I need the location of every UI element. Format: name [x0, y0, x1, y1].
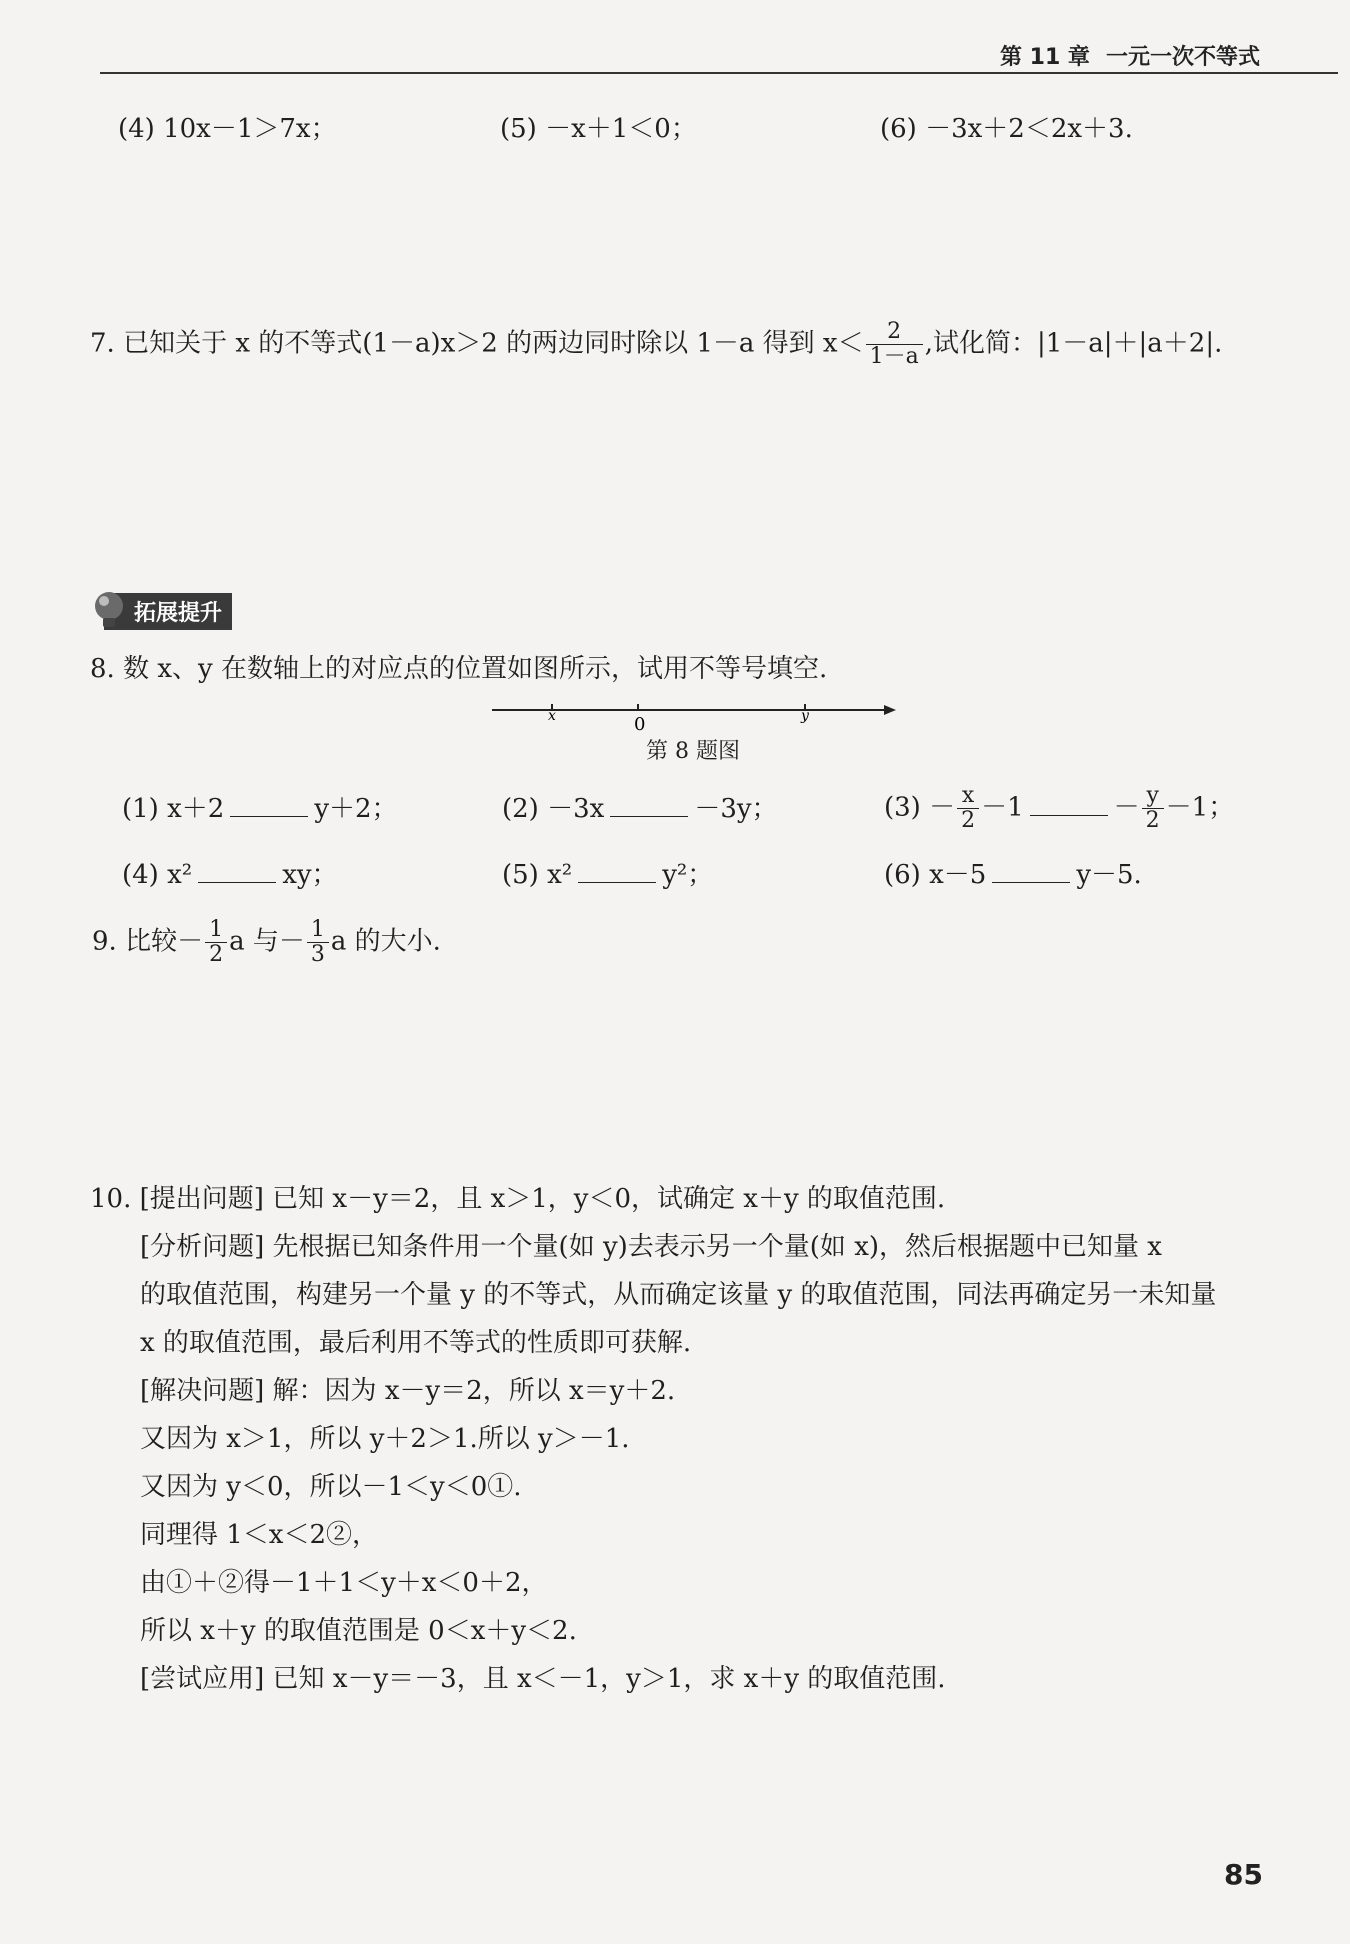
q10-line: 由①＋②得－1＋1＜y＋x＜0＋2，: [140, 1568, 548, 1598]
q10-line: 的取值范围，构建另一个量 y 的不等式，从而确定该量 y 的取值范围，同法再确定另一未知量: [140, 1280, 1217, 1310]
chapter-number: 第 11 章: [1000, 45, 1090, 70]
q8-3-mid: －1: [981, 792, 1024, 823]
q8-item-1: [122, 792, 398, 826]
q10-line: [尝试应用] 已知 x－y＝－3，且 x＜－1，y＞1，求 x＋y 的取值范围.: [140, 1664, 946, 1694]
answer-blank[interactable]: [578, 860, 656, 883]
frac-den: 2: [961, 808, 976, 833]
lightbulb-icon: [92, 590, 126, 632]
q9-frac-1: [205, 918, 227, 967]
q8-5-left: (5) x²: [502, 860, 573, 890]
q8-3-frac-b: [1142, 784, 1164, 833]
frac-den: 3: [310, 942, 325, 967]
q8-3-right-sign: －: [1113, 792, 1140, 823]
q9-frac-2: [307, 918, 329, 967]
answer-blank[interactable]: [1030, 793, 1108, 816]
q7-fraction: [866, 320, 923, 369]
frac-num: x: [957, 784, 979, 809]
number-line-label-x: x: [548, 708, 556, 724]
q7-frac-num: 2: [866, 320, 923, 345]
chapter-title: 一元一次不等式: [1106, 45, 1261, 70]
number-line-label-y: y: [801, 708, 809, 724]
answer-blank[interactable]: [992, 860, 1070, 883]
q8-item-6: [884, 858, 1142, 892]
q8-item-4: [122, 858, 338, 892]
q9-prefix: 9. 比较－: [92, 926, 204, 957]
q7-suffix: ,试化简：|1－a|＋|a＋2|.: [924, 328, 1223, 359]
number-line-label-0: 0: [634, 714, 646, 735]
q7-frac-den: 1－a: [869, 344, 919, 369]
frac-num: 1: [307, 918, 329, 943]
frac-num: 1: [205, 918, 227, 943]
q7-prefix: 7. 已知关于 x 的不等式(1－a)x＞2 的两边同时除以 1－a 得到 x＜: [90, 328, 864, 359]
frac-den: 2: [1145, 808, 1160, 833]
figure-caption: 第 8 题图: [646, 739, 740, 764]
q9-mid: a 与－: [229, 926, 305, 957]
q8-6-right: y－5.: [1076, 860, 1142, 890]
answer-blank[interactable]: [610, 794, 688, 817]
section-title: 拓展提升: [104, 593, 232, 630]
q10-line: 同理得 1＜x＜2②，: [140, 1520, 379, 1550]
q8-6-left: (6) x－5: [884, 860, 987, 890]
q8-3-left: (3) －: [884, 792, 956, 823]
q10-line: [解决问题] 解：因为 x－y＝2，所以 x＝y＋2.: [140, 1376, 676, 1406]
section-badge: [92, 592, 232, 630]
q6-item-5: (5) －x＋1＜0；: [500, 114, 697, 144]
q8-4-right: xy；: [282, 860, 338, 890]
q8-1-right: y＋2；: [314, 794, 398, 824]
frac-num: y: [1142, 784, 1164, 809]
page-number: 85: [1224, 1858, 1263, 1891]
answer-blank[interactable]: [198, 860, 276, 883]
q10-line: 所以 x＋y 的取值范围是 0＜x＋y＜2.: [140, 1616, 577, 1646]
q8-item-3: [884, 784, 1234, 833]
q8-3-end: －1；: [1165, 792, 1235, 823]
q8-item-2: [502, 792, 778, 826]
q10-line: 又因为 x＞1，所以 y＋2＞1.所以 y＞－1.: [140, 1424, 630, 1454]
q8-2-left: (2) －3x: [502, 794, 605, 824]
q8-1-left: (1) x＋2: [122, 794, 225, 824]
frac-den: 2: [209, 942, 224, 967]
q10-line: [分析问题] 先根据已知条件用一个量(如 y)去表示另一个量(如 x)，然后根据题中已知量 x: [140, 1232, 1162, 1262]
q8-3-frac-a: [957, 784, 979, 833]
q9-suffix: a 的大小.: [330, 926, 441, 957]
q6-item-4: (4) 10x－1＞7x；: [118, 114, 337, 144]
header-rule: [100, 72, 1338, 74]
q10-line: 又因为 y＜0，所以－1＜y＜0①.: [140, 1472, 522, 1502]
answer-blank[interactable]: [230, 794, 308, 817]
question-7: [90, 320, 1222, 369]
q10-line: x 的取值范围，最后利用不等式的性质即可获解.: [140, 1328, 692, 1358]
q8-4-left: (4) x²: [122, 860, 193, 890]
q10-line: 10. [提出问题] 已知 x－y＝2，且 x＞1，y＜0，试确定 x＋y 的取值范围.: [90, 1184, 946, 1214]
q8-2-right: －3y；: [694, 794, 778, 824]
q8-item-5: [502, 858, 713, 892]
q6-item-6: (6) －3x＋2＜2x＋3.: [880, 114, 1133, 144]
question-9: [92, 918, 441, 967]
q8-5-right: y²；: [662, 860, 714, 890]
question-8-stem: 8. 数 x、y 在数轴上的对应点的位置如图所示，试用不等号填空.: [90, 654, 828, 684]
number-line-figure: [488, 698, 898, 738]
